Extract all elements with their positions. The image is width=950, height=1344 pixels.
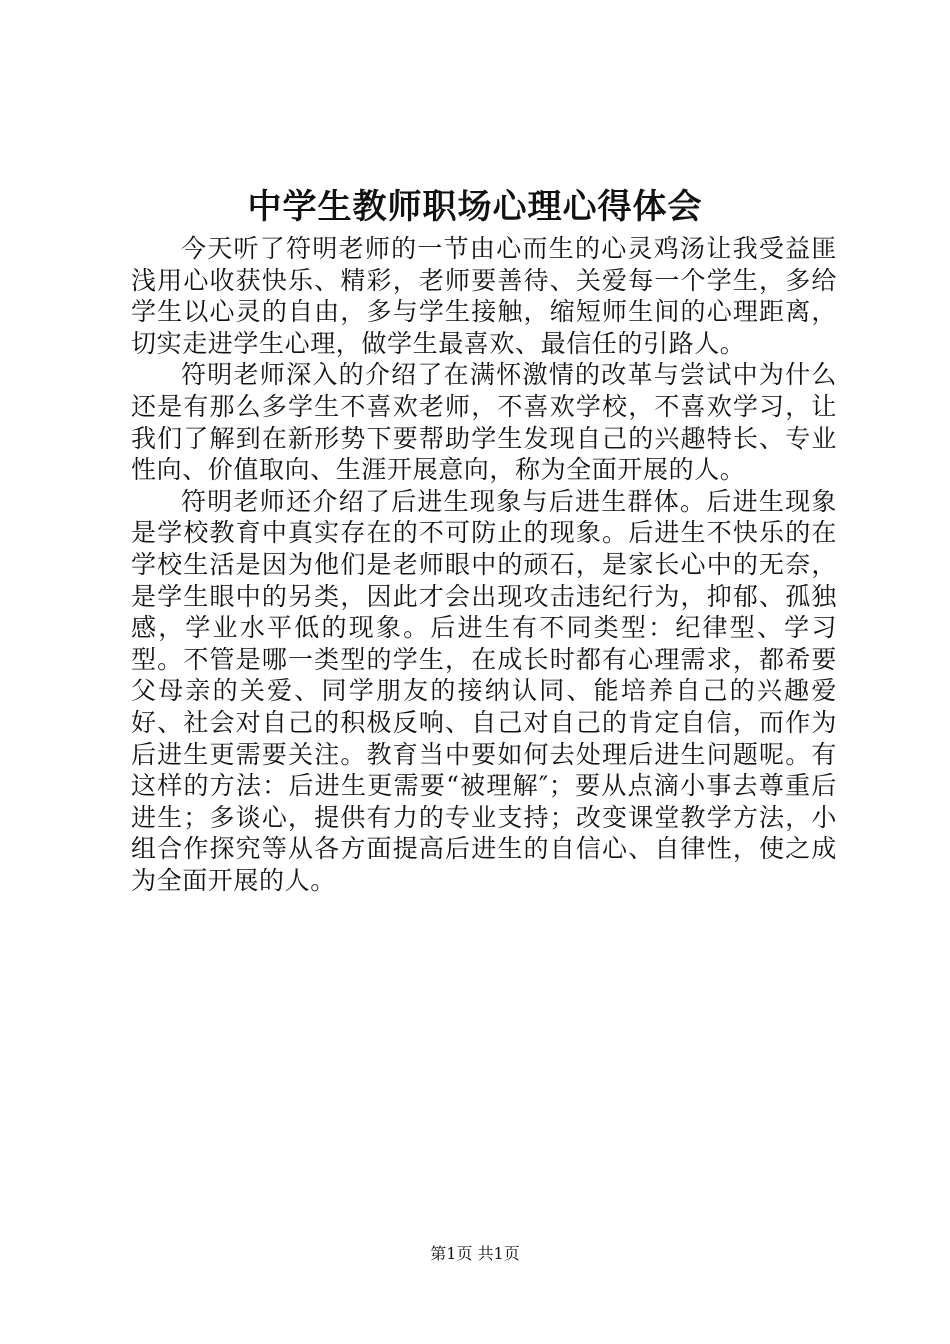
document-title: 中学生教师职场心理心得体会 bbox=[247, 187, 703, 227]
document-body bbox=[131, 233, 837, 896]
paragraph-1: 今天听了符明老师的一节由心而生的心灵鸡汤让我受益匪浅用心收获快乐、精彩，老师要善待、关爱每一个学生，多给学生以心灵的自由，多与学生接触，缩短师生间的心理距离，切实走进学生心理，做学生最喜欢、最信任的引路人。 bbox=[131, 234, 837, 358]
paragraph-3: 符明老师还介绍了后进生现象与后进生群体。后进生现象是学校教育中真实存在的不可防止的现象。后进生不快乐的在学校生活是因为他们是老师眼中的顽石，是家长心中的无奈，是学生眼中的另类，因此才会出现攻击违纪行为，抑郁、孤独感，学业水平低的现象。后进生有不同类型：纪律型、学习型。不管是哪一类型的学生，在成长时都有心理需求，都希要父母亲的关爱、同学朋友的接纳认同、能培养自己的兴趣爱好、社会对自己的积极反响、自己对自己的肯定自信，而作为后进生更需要关注。教育当中要如何去处理后进生问题呢。有这样的方法：后进生更需要“被理解″；要从点滴小事去尊重后进生；多谈心，提供有力的专业支持；改变课堂教学方法，小组合作探究等从各方面提高后进生的自信心、自律性，使之成为全面开展的人。 bbox=[131, 486, 837, 895]
page-footer: 第1页 共1页 bbox=[430, 1244, 520, 1263]
paragraph-2: 符明老师深入的介绍了在满怀激情的改革与尝试中为什么还是有那么多学生不喜欢老师，不喜欢学校，不喜欢学习，让我们了解到在新形势下要帮助学生发现自己的兴趣特长、专业性向、价值取向、生涯开展意向，称为全面开展的人。 bbox=[131, 360, 837, 485]
